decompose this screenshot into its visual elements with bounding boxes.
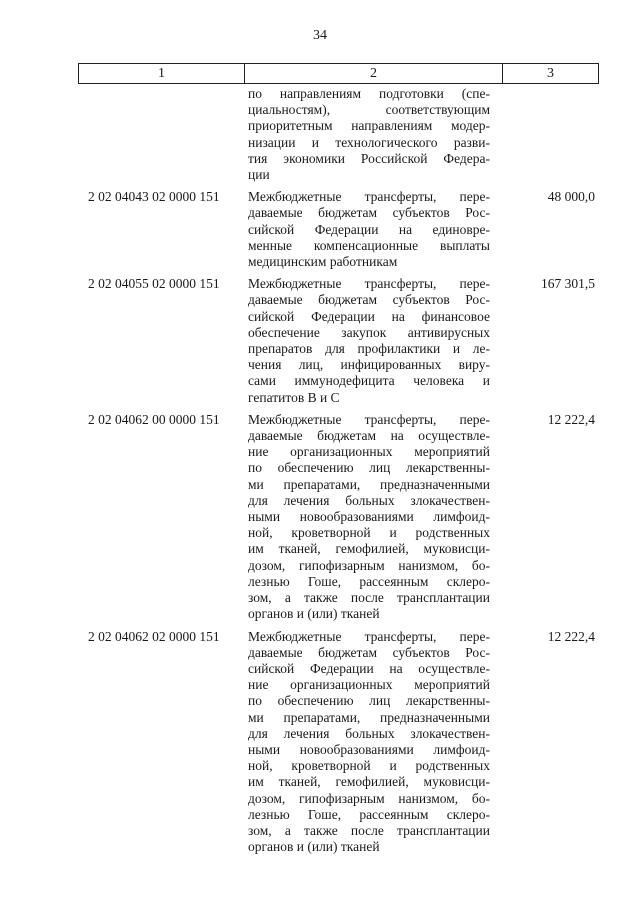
description-line: по направлениям подготовки (спе-: [248, 86, 490, 101]
description: [244, 86, 490, 183]
amount: 12 222,4: [547, 411, 595, 427]
description-line: сами иммунодефицита человека и: [248, 373, 490, 389]
description-line: циальностям), соответствующим: [248, 102, 490, 118]
description-line: ции: [248, 167, 270, 183]
description-line: тия экономики Российской Федера-: [248, 150, 490, 166]
description-line: ной, кроветворной и родственных: [248, 758, 490, 774]
budget-code: 2 02 04062 00 0000 151: [88, 411, 220, 427]
table-row: [78, 276, 599, 406]
description-line: дозом, гипофизарным нанизмом, бо-: [248, 790, 490, 806]
description-line: ными новообразованиями лимфоид-: [248, 509, 490, 525]
page-number: 34: [313, 28, 327, 43]
column-header-3: 3: [547, 66, 554, 81]
description-line: приоритетным направлениям модер-: [248, 118, 490, 134]
table-row: [78, 629, 599, 856]
description-line: чения лиц, инфицированных виру-: [248, 357, 490, 373]
description-line: сийской Федерации на осуществле-: [248, 660, 490, 676]
description-line: ными новообразованиями лимфоид-: [248, 741, 490, 757]
table-body: [78, 86, 599, 861]
description-line: ми препаратами, предназначенными: [248, 709, 490, 725]
description: [244, 412, 490, 623]
description-line: зом, а также после трансплантации: [248, 822, 490, 838]
description-line: обеспечение закупок антивирусных: [248, 324, 490, 340]
amount: 48 000,0: [547, 189, 595, 205]
table-row: [78, 189, 599, 270]
table-header: [78, 63, 599, 84]
budget-code: 2 02 04062 02 0000 151: [88, 628, 220, 644]
description-line: сийской Федерации на единовре-: [248, 221, 490, 237]
description-line: по обеспечению лиц лекарственны-: [248, 460, 490, 476]
description-line: зом, а также после трансплантации: [248, 590, 490, 606]
table-row: [78, 412, 599, 623]
description-line: препаратов для профилактики и ле-: [248, 341, 490, 357]
description-line: даваемые бюджетам субъектов Рос-: [248, 205, 490, 221]
description-line: лезнью Гоше, рассеянным склеро-: [248, 573, 490, 589]
description-line: по обеспечению лиц лекарственны-: [248, 693, 490, 709]
description-line: даваемые бюджетам на осуществле-: [248, 428, 490, 444]
description-line: Межбюджетные трансферты, пере-: [248, 628, 490, 644]
description-line: им тканей, гемофилией, муковисци-: [248, 774, 490, 790]
budget-code: 2 02 04055 02 0000 151: [88, 276, 220, 292]
amount: 167 301,5: [541, 276, 595, 292]
description-line: ной, кроветворной и родственных: [248, 525, 490, 541]
description-line: Межбюджетные трансферты, пере-: [248, 189, 490, 205]
description: [244, 189, 490, 270]
description: [244, 629, 490, 856]
description-line: органов и (или) тканей: [248, 606, 380, 622]
description-line: Межбюджетные трансферты, пере-: [248, 276, 490, 292]
budget-code: 2 02 04043 02 0000 151: [88, 189, 220, 205]
table-row: [78, 86, 599, 183]
description-line: дозом, гипофизарным нанизмом, бо-: [248, 557, 490, 573]
description-line: для лечения больных злокачествен-: [248, 725, 490, 741]
description: [244, 276, 490, 406]
description-line: сийской Федерации на финансовое: [248, 308, 490, 324]
description-line: ние организационных мероприятий: [248, 444, 490, 460]
description-line: органов и (или) тканей: [248, 839, 380, 855]
description-line: низации и технологического разви-: [248, 134, 490, 150]
description-line: Межбюджетные трансферты, пере-: [248, 411, 490, 427]
description-line: им тканей, гемофилией, муковисци-: [248, 541, 490, 557]
description-line: ние организационных мероприятий: [248, 677, 490, 693]
column-header-2: 2: [245, 64, 503, 83]
description-line: для лечения больных злокачествен-: [248, 492, 490, 508]
description-line: медицинским работникам: [248, 254, 398, 270]
description-line: даваемые бюджетам субъектов Рос-: [248, 644, 490, 660]
description-line: менные компенсационные выплаты: [248, 237, 490, 253]
description-line: даваемые бюджетам субъектов Рос-: [248, 292, 490, 308]
description-line: ми препаратами, предназначенными: [248, 476, 490, 492]
description-line: лезнью Гоше, рассеянным склеро-: [248, 806, 490, 822]
column-header-1: 1: [79, 64, 245, 83]
amount: 12 222,4: [547, 628, 595, 644]
description-line: гепатитов В и С: [248, 389, 340, 405]
